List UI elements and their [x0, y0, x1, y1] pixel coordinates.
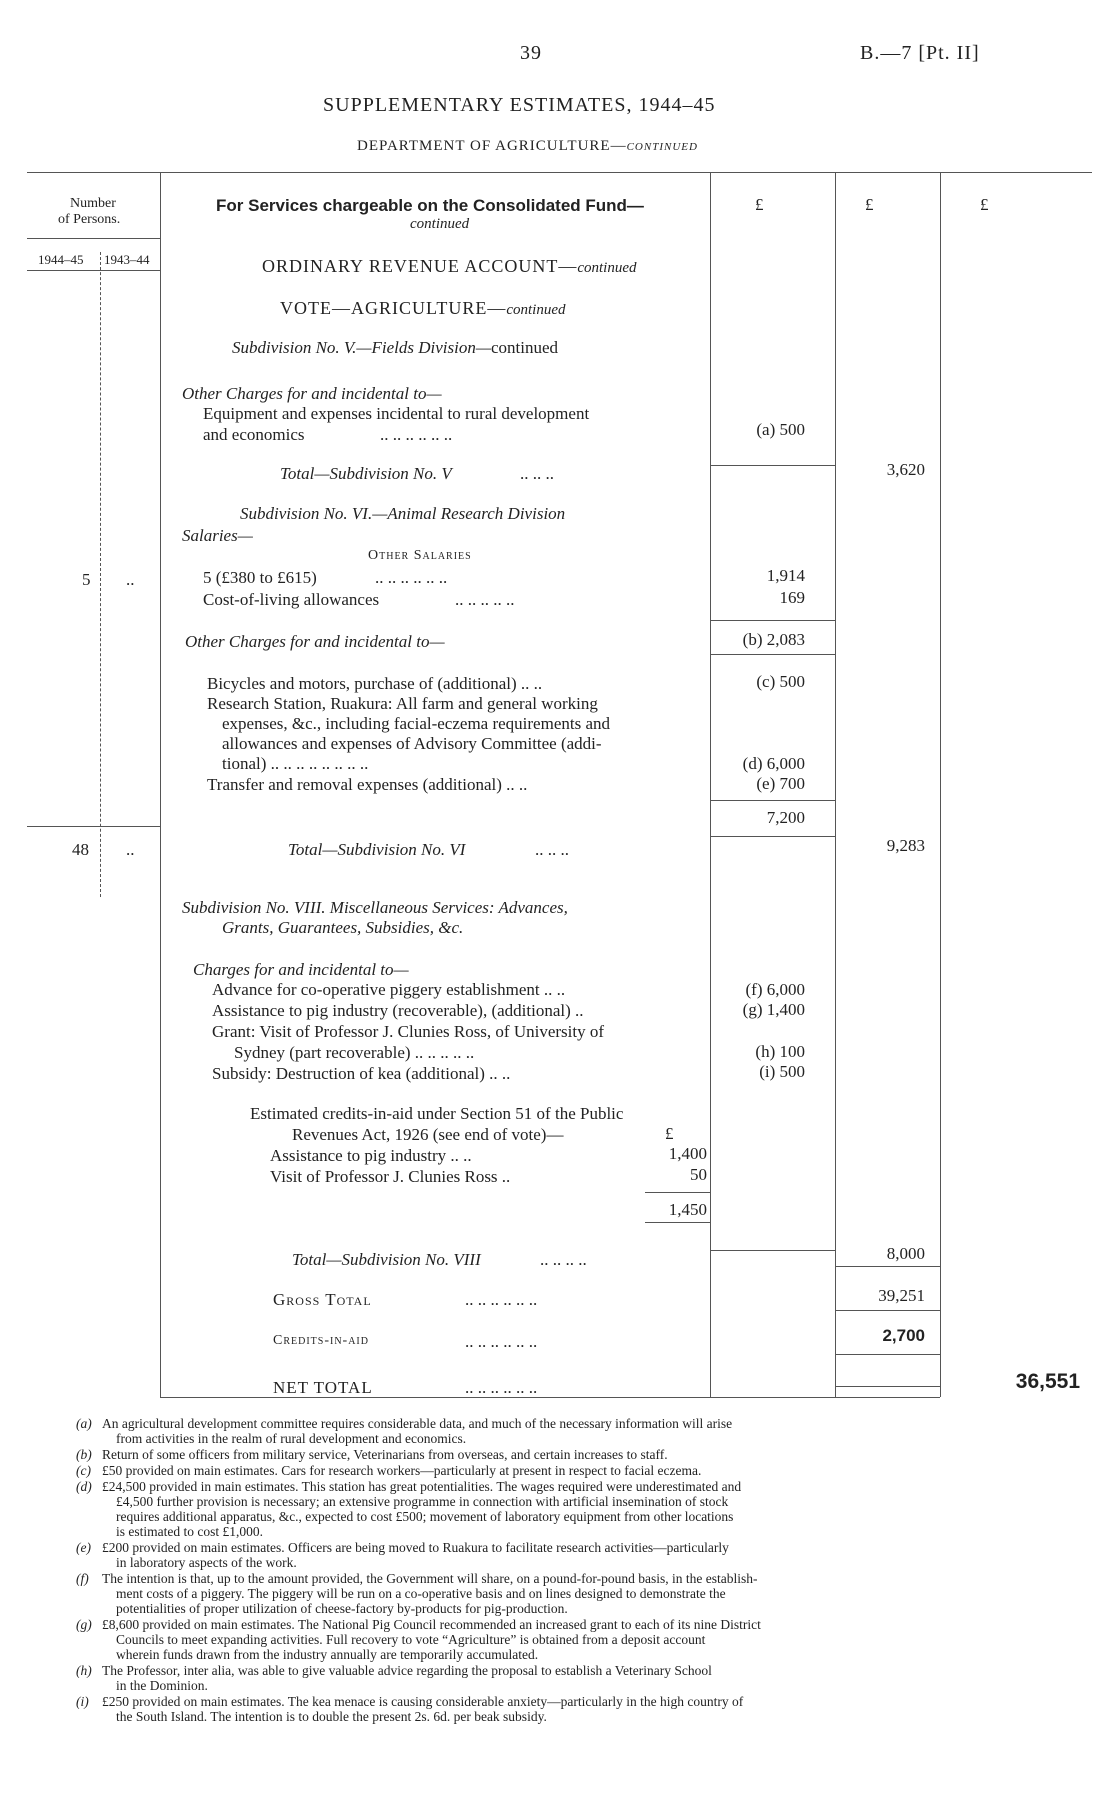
footnote-line: An agricultural development committee requires considerable data, and much of the necessary information will arise — [102, 1416, 733, 1431]
net-total-rule — [835, 1386, 940, 1387]
sub6-item-5-value: (d) 6,000 — [742, 754, 805, 773]
sub8-credits-total: 1,450 — [668, 1200, 707, 1219]
sub8-item-4-value: (h) 100 — [755, 1042, 805, 1061]
gross-total-value: 39,251 — [878, 1286, 925, 1305]
service-heading-cont: continued — [410, 216, 470, 232]
sub5-heading-title: Subdivision No. V.—Fields Division— — [232, 338, 491, 357]
footnote-e — [76, 1540, 1002, 1570]
sub8-total-dots: .. .. .. .. — [540, 1250, 587, 1269]
page-title: SUPPLEMENTARY ESTIMATES, 1944–45 — [323, 94, 716, 116]
sub6-row-2-label: Cost-of-living allowances — [203, 590, 380, 609]
net-total-label: NET TOTAL — [273, 1378, 373, 1397]
sub6-total-persons-1944: 48 — [72, 840, 89, 859]
footnote-line: Return of some officers from military service, Veterinarians from overseas, and certain increases to staff. — [102, 1447, 668, 1462]
sub8-item-1: Advance for co-operative piggery establishment .. .. — [212, 980, 566, 999]
sub5-item-dots: .. .. .. .. .. .. — [380, 425, 453, 444]
col-rule-years — [100, 252, 101, 897]
page-reference: B.—7 [Pt. II] — [860, 42, 980, 64]
footnote-c — [76, 1463, 1002, 1478]
footnote-line: potentialities of proper utilization of cheese-factory by-products for pig-production. — [116, 1601, 568, 1616]
sub8-credits-line2: Revenues Act, 1926 (see end of vote)— — [292, 1125, 564, 1144]
page-number: 39 — [520, 42, 542, 64]
sub6-salary-rule — [710, 620, 835, 621]
sub8-credit-2-label: Visit of Professor J. Clunies Ross .. — [270, 1167, 511, 1186]
sub6-other-charges-value: (b) 2,083 — [742, 630, 805, 649]
department-heading — [357, 138, 698, 155]
credits-rule — [835, 1354, 940, 1355]
sub6-item-5: tional) .. .. .. .. .. .. .. .. — [222, 754, 369, 773]
sub6-persons-1943: .. — [126, 570, 135, 589]
years-rule — [27, 270, 160, 271]
persons-header-rule — [27, 238, 160, 239]
footnote-mark: (i) — [76, 1694, 89, 1709]
footnote-mark: (d) — [76, 1479, 92, 1494]
table-top-rule — [27, 172, 1092, 173]
sub8-credits-rule — [645, 1192, 710, 1193]
footnote-b — [76, 1447, 1002, 1462]
footnote-line: £8,600 provided on main estimates. The National Pig Council recommended an increased grant to each of its nine District — [102, 1617, 761, 1632]
footnote-f — [76, 1571, 1002, 1616]
sub6-subtotal-rule — [710, 836, 835, 837]
sub8-credit-1-value: 1,400 — [668, 1144, 707, 1163]
sub8-total-rule-2 — [835, 1266, 940, 1267]
sub6-other-charges: Other Charges for and incidental to— — [185, 632, 445, 651]
footnote-d — [76, 1479, 1002, 1539]
sub6-row-2-value: 169 — [779, 588, 805, 607]
footnote-line: £24,500 provided in main estimates. This station has great potentialities. The wages required were underestimated and — [102, 1479, 742, 1494]
sub8-heading-1: Subdivision No. VIII. Miscellaneous Services: Advances, — [182, 898, 568, 917]
footnote-line: in the Dominion. — [116, 1678, 208, 1693]
sub5-item-line2: and economics — [203, 425, 305, 444]
sub6-item-6: Transfer and removal expenses (additional) .. .. — [207, 775, 528, 794]
footnote-mark: (c) — [76, 1463, 91, 1478]
sub6-row-1-dots: .. .. .. .. .. .. — [375, 568, 448, 587]
persons-header-2: of Persons. — [58, 212, 121, 227]
footnote-line: requires additional apparatus, &c., expected to cost £500; movement of laboratory equipment from other locations — [116, 1509, 734, 1524]
gross-total-label: Gross Total — [273, 1290, 372, 1309]
footnote-line: The intention is that, up to the amount provided, the Government will share, on a pound-for-pound basis, in the establish- — [102, 1571, 758, 1586]
footnote-line: is estimated to cost £1,000. — [116, 1524, 263, 1539]
net-total-dots: .. .. .. .. .. .. — [465, 1378, 538, 1397]
footnotes — [76, 1416, 1002, 1725]
net-total-value: 36,551 — [1015, 1370, 1080, 1393]
sub8-item-4: Sydney (part recoverable) .. .. .. .. .. — [234, 1043, 475, 1062]
sub6-row-1-value: 1,914 — [766, 566, 805, 585]
sub5-heading-cont: continued — [490, 338, 558, 357]
footnote-line: The Professor, inter alia, was able to give valuable advice regarding the proposal to establish a Veterinary School — [102, 1663, 712, 1678]
sub8-item-2: Assistance to pig industry (recoverable), (additional) .. — [212, 1001, 584, 1020]
account-name: ORDINARY REVENUE ACCOUNT— — [262, 256, 578, 276]
sub5-item-line1: Equipment and expenses incidental to rural development — [203, 404, 590, 423]
footnote-a — [76, 1416, 1002, 1446]
sub8-item-5-value: (i) 500 — [759, 1062, 805, 1081]
persons-header-1: Number — [70, 196, 116, 211]
footnote-line: ment costs of a piggery. The piggery will be run on a co-operative basis and on lines designed to demonstrate the — [116, 1586, 726, 1601]
footnote-line: £250 provided on main estimates. The kea menace is causing considerable anxiety—particularly in the high country of — [102, 1694, 744, 1709]
sub8-total-value: 8,000 — [886, 1244, 925, 1263]
footnote-line: £50 provided on main estimates. Cars for research workers—particularly at present in respect to facial eczema. — [102, 1463, 702, 1478]
footnote-line: from activities in the realm of rural development and economics. — [116, 1431, 467, 1446]
table-bottom-rule — [160, 1397, 940, 1398]
footnote-mark: (e) — [76, 1540, 91, 1555]
vote-heading — [280, 298, 566, 319]
year-header-1943: 1943–44 — [104, 252, 150, 267]
credits-in-aid-label: Credits-in-aid — [273, 1333, 369, 1348]
sub6-row-1-label: 5 (£380 to £615) — [203, 568, 317, 587]
col-rule-1 — [710, 172, 711, 1397]
sub6-charges-rule — [710, 654, 835, 655]
department-name: DEPARTMENT OF AGRICULTURE— — [357, 138, 627, 154]
sub8-credit-1-label: Assistance to pig industry .. .. — [270, 1146, 472, 1165]
sub6-item-2: Research Station, Ruakura: All farm and general working — [207, 694, 598, 713]
sub6-heading: Subdivision No. VI.—Animal Research Division — [240, 504, 566, 523]
sub6-item-6-value: (e) 700 — [756, 774, 805, 793]
currency-col-1: £ — [755, 195, 764, 214]
footnote-mark: (b) — [76, 1447, 92, 1462]
footnote-h — [76, 1663, 1002, 1693]
gross-total-dots: .. .. .. .. .. .. — [465, 1290, 538, 1309]
currency-col-2: £ — [865, 195, 874, 214]
service-heading: For Services chargeable on the Consolidated Fund— — [216, 196, 644, 215]
sub6-item-3: expenses, &c., including facial-eczema requirements and — [222, 714, 610, 733]
department-suffix: continued — [626, 138, 698, 154]
sub5-heading — [232, 338, 558, 358]
sub5-total-dots: .. .. .. — [520, 464, 554, 483]
sub8-credits-currency: £ — [665, 1124, 674, 1143]
sub6-total-dots: .. .. .. — [535, 840, 569, 859]
sub8-credits-line1: Estimated credits-in-aid under Section 51 of the Public — [250, 1104, 624, 1123]
sub8-item-2-value: (g) 1,400 — [742, 1000, 805, 1019]
col-rule-2 — [835, 172, 836, 1397]
footnote-mark: (a) — [76, 1416, 92, 1431]
sub6-salaries: Salaries— — [182, 526, 253, 545]
sub6-other-salaries: Other Salaries — [368, 548, 472, 563]
gross-total-rule — [835, 1310, 940, 1311]
footnote-line: £200 provided on main estimates. Officers are being moved to Ruakura to facilitate research activities—particularly — [102, 1540, 729, 1555]
sub6-persons-rule — [27, 826, 160, 827]
account-suffix: continued — [577, 260, 637, 276]
sub6-total-label: Total—Subdivision No. VI — [288, 840, 466, 859]
credits-in-aid-dots: .. .. .. .. .. .. — [465, 1332, 538, 1351]
sub8-charges: Charges for and incidental to— — [193, 960, 409, 979]
sub5-item-value: (a) 500 — [756, 420, 805, 439]
footnote-mark: (h) — [76, 1663, 92, 1678]
sub8-item-1-value: (f) 6,000 — [745, 980, 805, 999]
sub6-item-1: Bicycles and motors, purchase of (additional) .. .. — [207, 674, 543, 693]
year-header-1944: 1944–45 — [38, 252, 84, 267]
footnote-line: in laboratory aspects of the work. — [116, 1555, 297, 1570]
sub6-item-4: allowances and expenses of Advisory Committee (addi- — [222, 734, 602, 753]
sub6-row-2-dots: .. .. .. .. .. — [455, 590, 515, 609]
footnote-mark: (f) — [76, 1571, 89, 1586]
sub8-total-label: Total—Subdivision No. VIII — [292, 1250, 481, 1269]
sub8-item-3: Grant: Visit of Professor J. Clunies Ross, of University of — [212, 1022, 605, 1041]
sub8-credits-total-rule — [645, 1222, 710, 1223]
footnote-i — [76, 1694, 1002, 1724]
currency-col-3: £ — [980, 195, 989, 214]
sub6-total-persons-1943: .. — [126, 840, 135, 859]
footnote-line: the South Island. The intention is to double the present 2s. 6d. per beak subsidy. — [116, 1709, 547, 1724]
vote-suffix: continued — [506, 302, 566, 318]
sub6-items-rule — [710, 800, 835, 801]
footnote-line: Councils to meet expanding activities. Full recovery to vote “Agriculture” is obtained from a deposit account — [116, 1632, 706, 1647]
footnote-g — [76, 1617, 1002, 1662]
footnote-mark: (g) — [76, 1617, 92, 1632]
sub6-persons-1944: 5 — [82, 570, 91, 589]
sub5-total-label: Total—Subdivision No. V — [280, 464, 452, 483]
sub5-rule — [710, 465, 835, 466]
account-heading — [262, 256, 637, 277]
col-rule-3 — [940, 172, 941, 1397]
sub5-total-value: 3,620 — [886, 460, 925, 479]
sub6-total-value: 9,283 — [886, 836, 925, 855]
sub5-other-charges: Other Charges for and incidental to— — [182, 384, 442, 403]
sub6-item-1-value: (c) 500 — [756, 672, 805, 691]
sub8-item-5: Subsidy: Destruction of kea (additional) .. .. — [212, 1064, 511, 1083]
credits-in-aid-value: 2,700 — [882, 1326, 925, 1345]
vote-name: VOTE—AGRICULTURE— — [280, 298, 507, 318]
footnote-line: wherein funds drawn from the industry annually are temporarily accumulated. — [116, 1647, 539, 1662]
sub8-heading-2: Grants, Guarantees, Subsidies, &c. — [222, 918, 464, 937]
sub8-credit-2-value: 50 — [690, 1165, 707, 1184]
sub8-total-rule-1 — [710, 1250, 835, 1251]
footnote-line: £4,500 further provision is necessary; an extensive programme in connection with artificial insemination of stock — [116, 1494, 729, 1509]
sub6-items-subtotal: 7,200 — [766, 808, 805, 827]
col-rule-persons — [160, 172, 161, 1397]
